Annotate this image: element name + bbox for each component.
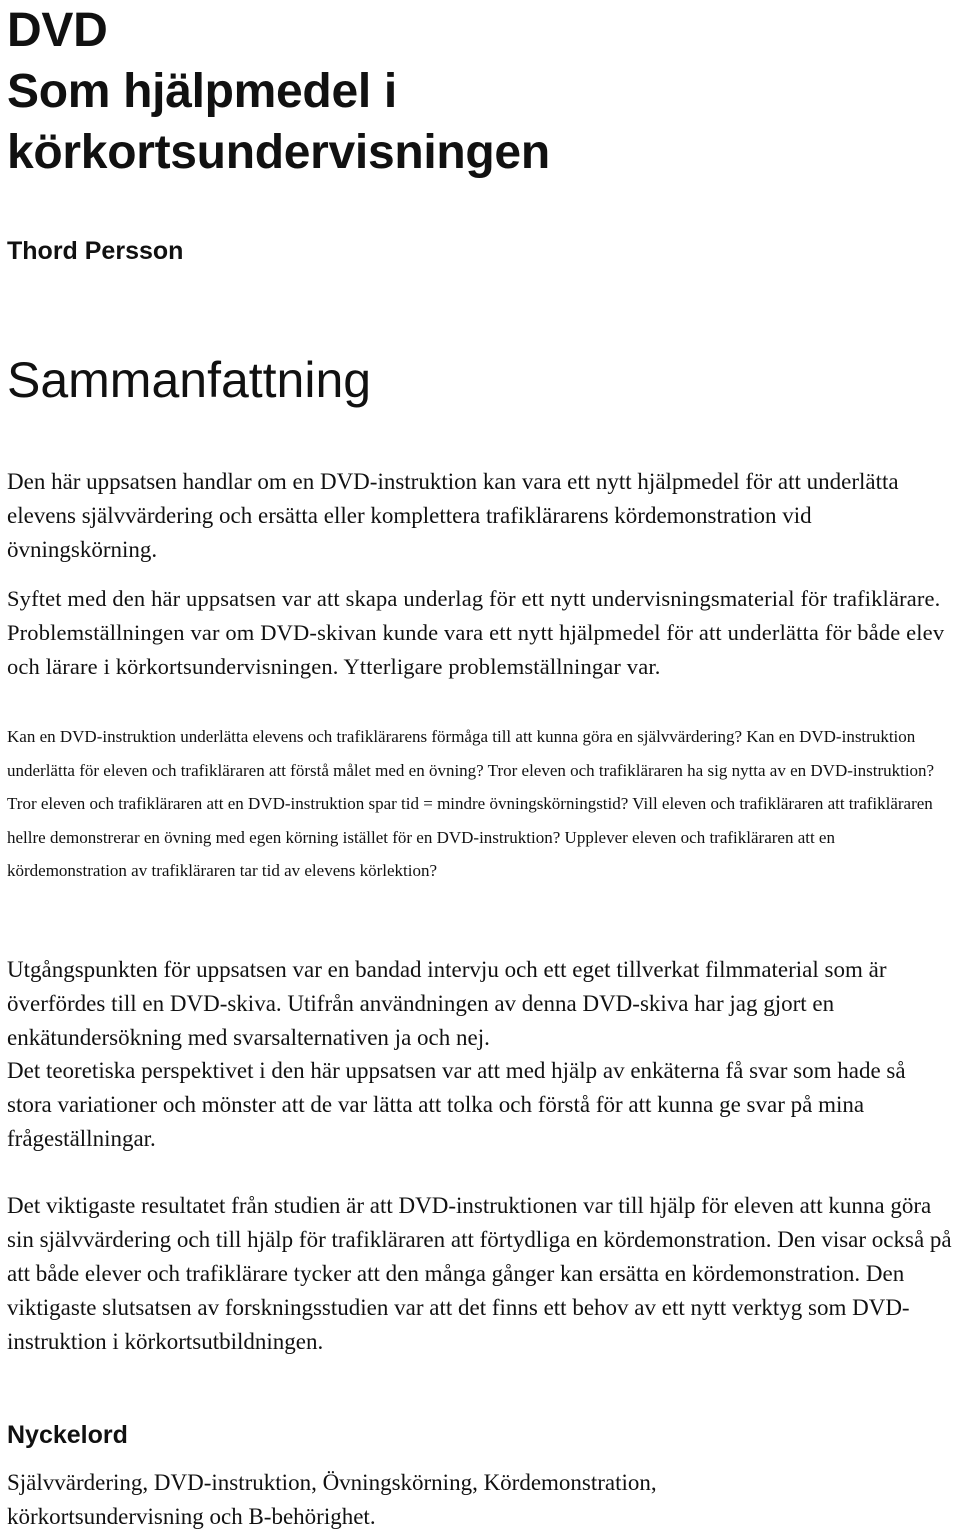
document-page <box>7 0 957 1529</box>
title-line-1: DVD <box>7 4 108 57</box>
summary-paragraph-1: Den här uppsatsen handlar om en DVD-instruktion kan vara ett nytt hjälpmedel för att underlätta elevens självvärdering och ersätta eller komplettera trafiklärarens kördemonstration vid övningskörning. <box>7 469 899 562</box>
summary-paragraph-5: Det teoretiska perspektivet i den här uppsatsen var att med hjälp av enkäterna få svar som hade så stora variationer och mönster att de var lätta att tolka och förstå för att kunna ge svar på mina frågeställningar. <box>7 1058 906 1151</box>
summary-heading: Sammanfattning <box>7 352 372 408</box>
document-title <box>7 0 957 183</box>
keywords-heading: Nyckelord <box>7 1421 128 1449</box>
summary-paragraph-3: Kan en DVD-instruktion underlätta elevens och trafiklärarens förmåga till att kunna göra en självvärdering? Kan en DVD-instruktion underlätta för eleven och trafikläraren att förstå målet med en övning? Tror eleven och trafikläraren ha sig nytta av en DVD-instruktion? Tror eleven och trafikläraren att en DVD-instruktion spar tid = mindre övningskörningstid? Vill eleven och trafikläraren att trafikläraren hellre demonstrerar en övning med egen körning istället för en DVD-instruktion? Upplever eleven och trafikläraren att en kördemonstration av trafikläraren tar tid av elevens körlektion? <box>7 727 935 881</box>
title-line-3: körkortsundervisningen <box>7 126 550 179</box>
keywords-text: Självvärdering, DVD-instruktion, Övningskörning, Kördemonstration, körkortsundervisning och B-behörighet. <box>7 1470 657 1529</box>
summary-paragraph-6: Det viktigaste resultatet från studien är att DVD-instruktionen var till hjälp för eleven att kunna göra sin självvärdering och till hjälp för trafikläraren att förtydliga en kördemonstration. Den visar också på att både elever och trafiklärare tycker att den många gånger kan ersätta en kördemonstration. Den viktigaste slutsatsen av forskningsstudien var att det finns ett behov av ett nytt verktyg som DVD-instruktion i körkortsutbildningen. <box>7 1193 952 1354</box>
title-line-2: Som hjälpmedel i <box>7 65 397 118</box>
summary-paragraph-2: Syftet med den här uppsatsen var att skapa underlag för ett nytt undervisningsmaterial för trafiklärare. Problemställningen var om DVD-skivan kunde vara ett nytt hjälpmedel för att underlätta för både elev och lärare i körkortsundervisningen. Ytterligare problemställningar var. <box>7 586 945 679</box>
summary-paragraph-4: Utgångspunkten för uppsatsen var en bandad intervju och ett eget tillverkat filmmaterial som är överfördes till en DVD-skiva. Utifrån användningen av denna DVD-skiva har jag gjort en enkätundersökning med svarsalternativen ja och nej. <box>7 957 887 1050</box>
author-name: Thord Persson <box>7 237 184 265</box>
